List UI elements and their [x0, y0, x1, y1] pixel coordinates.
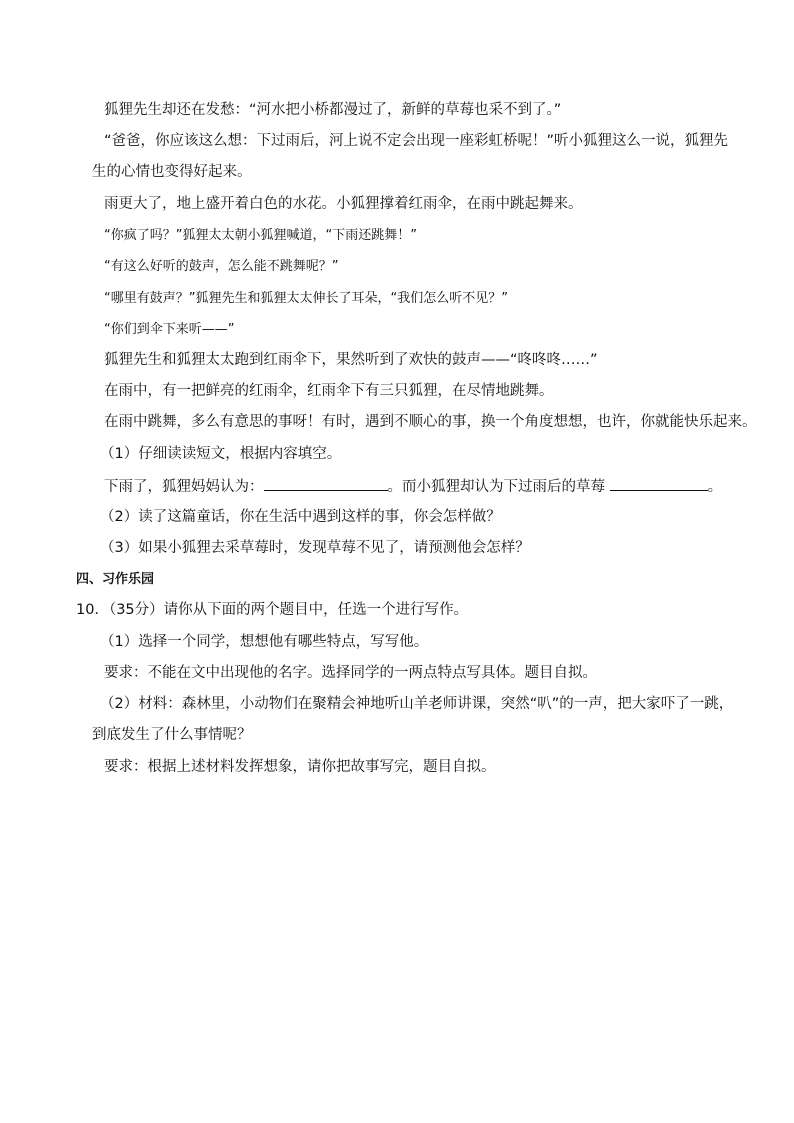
question-10: 10．（35分）请你从下面的两个题目中，任选一个进行写作。 — [76, 602, 469, 618]
requirement-2: 要求：根据上述材料发挥想象，请你把故事写完，题目自拟。 — [104, 759, 496, 775]
option-1: （1）选择一个同学，想想他有哪些特点，写写他。 — [100, 634, 429, 650]
question-2: （2）读了这篇童话，你在生活中遇到这样的事，你会怎样做？ — [100, 509, 501, 525]
fill-text: 。 — [707, 479, 723, 495]
answer-blank[interactable] — [610, 476, 708, 491]
paragraph-line: 在雨中，有一把鲜亮的红雨伞，红雨伞下有三只狐狸，在尽情地跳舞。 — [104, 383, 554, 399]
requirement-1: 要求：不能在文中出现他的名字。选择同学的一两点特点写具体。题目自拟。 — [104, 665, 597, 681]
dialogue-line: “你疯了吗？”狐狸太太朝小狐狸喊道，“下雨还跳舞！” — [104, 228, 417, 243]
paragraph-line: 雨更大了，地上盛开着白色的水花。小狐狸撑着红雨伞，在雨中跳起舞来。 — [104, 196, 583, 212]
answer-blank[interactable] — [264, 476, 388, 491]
paragraph-line: 狐狸先生却还在发愁：“河水把小桥都漫过了，新鲜的草莓也采不到了。” — [104, 102, 562, 118]
fill-text: 。而小狐狸却认为下过雨后的草莓 — [387, 479, 605, 495]
paragraph-line: “爸爸，你应该这么想：下过雨后，河上说不定会出现一座彩虹桥呢！”听小狐狸这么一说，狐狸先 — [104, 133, 729, 149]
fill-text: 下雨了，狐狸妈妈认为： — [104, 479, 264, 495]
option-2: （2）材料：森林里，小动物们在聚精会神地听山羊老师讲课，突然“叭”的一声，把大家吓了一跳， — [100, 696, 734, 712]
dialogue-line: “哪里有鼓声？”狐狸先生和狐狸太太伸长了耳朵，“我们怎么听不见？” — [104, 291, 508, 306]
dialogue-line: “有这么好听的鼓声，怎么能不跳舞呢？” — [104, 259, 339, 274]
paragraph-line: 生的心情也变得好起来。 — [92, 164, 252, 180]
paragraph-line: 狐狸先生和狐狸太太跑到红雨伞下，果然听到了欢快的鼓声——“咚咚咚……” — [104, 352, 598, 368]
question-1: （1）仔细读读短文，根据内容填空。 — [100, 446, 342, 462]
dialogue-line: “你们到伞下来听——” — [104, 322, 235, 337]
paragraph-line: 在雨中跳舞，多么有意思的事呀！有时，遇到不顺心的事，换一个角度想想，也许，你就能快乐起来。 — [104, 414, 757, 430]
question-3: （3）如果小狐狸去采草莓时，发现草莓不见了，请预测他会怎样？ — [100, 540, 530, 556]
question-1-fill — [104, 476, 722, 497]
option-2-continued: 到底发生了什么事情呢？ — [92, 727, 252, 743]
section-heading: 四、习作乐园 — [76, 572, 155, 587]
